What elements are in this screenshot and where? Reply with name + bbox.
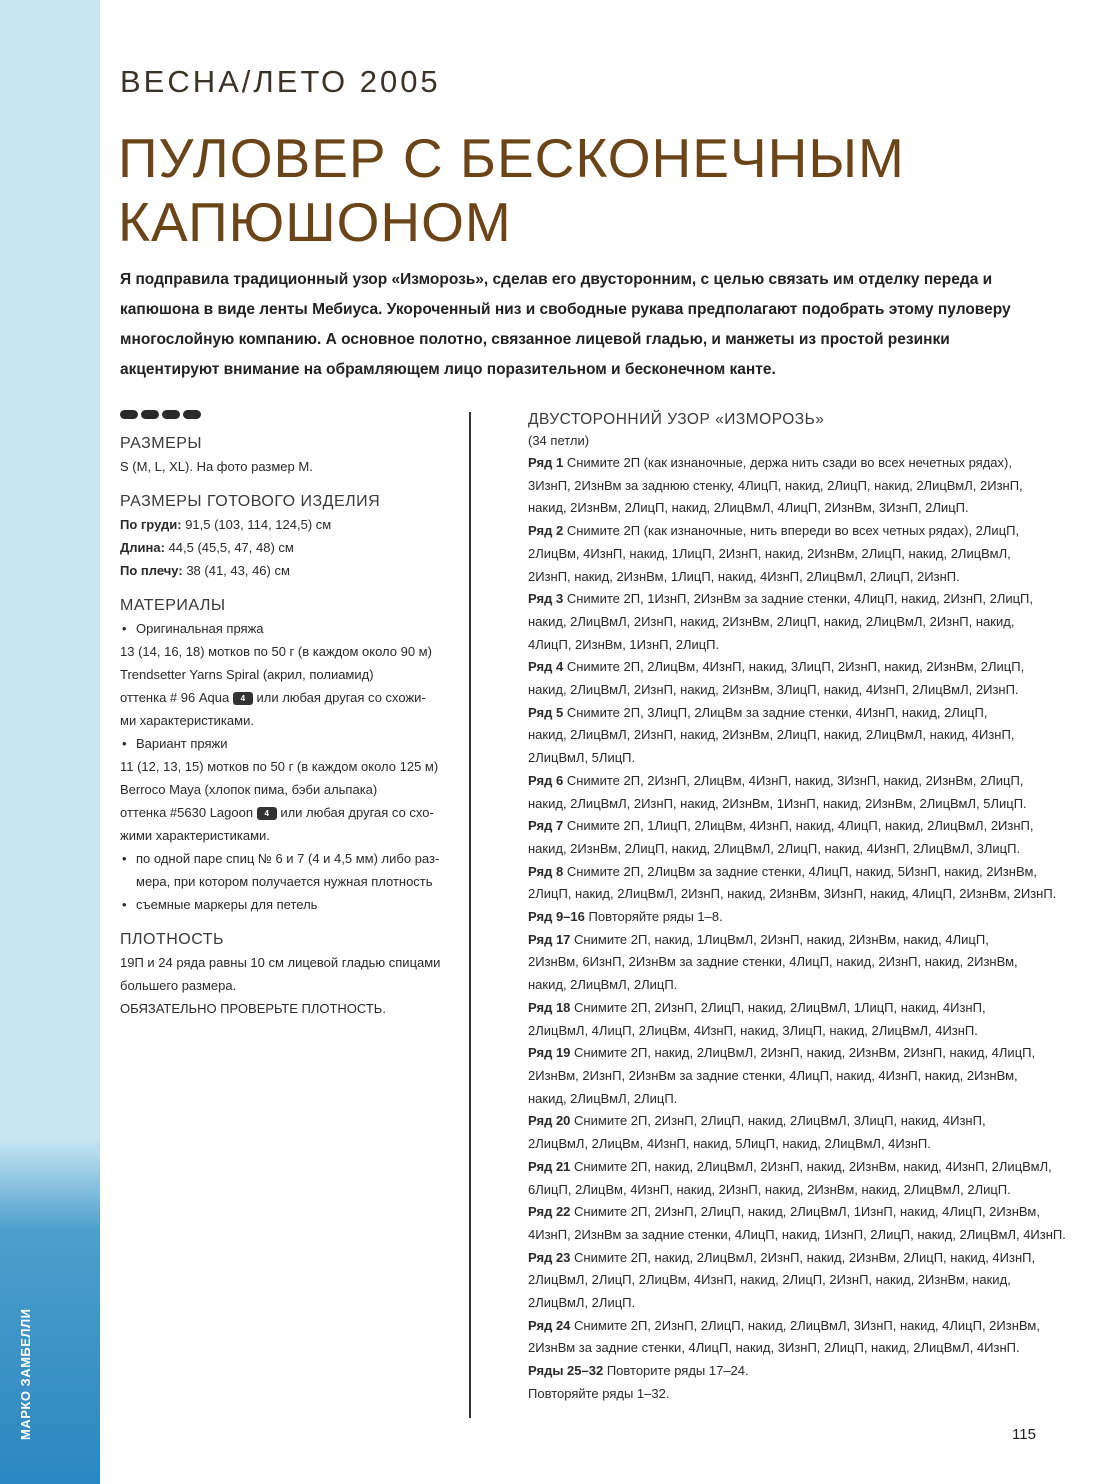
pattern-row-line [528, 1042, 1043, 1065]
row-label: Ряд 6 [528, 772, 564, 788]
row-label: Ряд 9–16 [528, 909, 585, 925]
season-label: ВЕСНА/ЛЕТО 2005 [120, 64, 441, 99]
pattern-row-line [528, 861, 1043, 884]
pattern-row-line [528, 770, 1043, 793]
row-text: 4ИзнП, 2ИзнВм за задние стенки, 4ЛицП, накид, 1ИзнП, 2ЛицП, накид, 2ЛицВмЛ, 4ИзнП. [528, 1226, 1066, 1242]
row-label: Ряд 20 [528, 1113, 571, 1129]
row-text: 2ИзнВм за задние стенки, 4ЛицП, накид, 3ИзнП, 2ЛицП, накид, 2ЛицВмЛ, 4ИзнП. [528, 1340, 1020, 1356]
row-text: накид, 2ЛицВмЛ, 2ЛицП. [528, 977, 678, 993]
gauge-line-1: 19П и 24 ряда равны 10 см лицевой гладью спицами [120, 955, 441, 970]
row-text: Снимите 2П, накид, 1ЛицВмЛ, 2ИзнП, накид, 2ИзнВм, накид, 4ЛицП, [574, 931, 989, 947]
row-text: Снимите 2П, 2ЛицВм за задние стенки, 4ЛицП, накид, 5ИзнП, накид, 2ИзнВм, [566, 863, 1038, 879]
row-text: 2ЛицВмЛ, 4ЛицП, 2ЛицВм, 4ИзнП, накид, 3ЛицП, накид, 2ЛицВмЛ, 4ИзнП. [528, 1022, 978, 1038]
yarn1-tail: ми характеристиками. [120, 713, 254, 728]
finished-heading: РАЗМЕРЫ ГОТОВОГО ИЗДЕЛИЯ [120, 493, 381, 510]
markers-item: • съемные маркеры для петель [120, 893, 455, 916]
yarn2-tail: жими характеристиками. [120, 828, 270, 843]
row-label: Ряд 7 [528, 818, 564, 834]
row-label: Ряд 3 [528, 591, 564, 607]
skill-level-indicator [120, 410, 455, 419]
pattern-row-line [528, 679, 1043, 702]
row-label: Ряд 19 [528, 1045, 571, 1061]
pattern-row-line [528, 1179, 1043, 1202]
pattern-row-line [528, 883, 1057, 906]
row-text: Снимите 2П, 1ЛицП, 2ЛицВм, 4ИзнП, накид, 4ЛицП, накид, 2ЛицВмЛ, 2ИзнП, [566, 818, 1034, 834]
row-text: накид, 2ЛицВмЛ, 2ИзнП, накид, 2ИзнВм, 3ЛицП, накид, 4ИзнП, 2ЛицВмЛ, 2ИзнП. [528, 682, 1019, 698]
pattern-column [528, 410, 1066, 1406]
pattern-row-line [528, 1360, 1043, 1383]
pattern-row-line [528, 1088, 1043, 1111]
row-label: Ряд 24 [528, 1317, 571, 1333]
row-text: Снимите 2П, 1ИзнП, 2ИзнВм за задние стенки, 4ЛицП, накид, 2ИзнП, 2ЛицП, [566, 591, 1034, 607]
pattern-row-line [528, 1337, 1043, 1360]
row-text: Снимите 2П, 2ИзнП, 2ЛицП, накид, 2ЛицВмЛ, 1ЛицП, накид, 4ИзнП, [574, 999, 986, 1015]
row-text: Снимите 2П, 2ИзнП, 2ЛицП, накид, 2ЛицВмЛ, 3ИзнП, накид, 4ЛицП, 2ИзнВм, [574, 1317, 1040, 1333]
row-text: накид, 2ИзнВм, 2ЛицП, накид, 2ЛицВмЛ, 4ЛицП, 2ИзнВм, 3ИзнП, 2ЛицП. [528, 500, 969, 516]
intro-paragraph: Я подправила традиционный узор «Изморозь», сделав его двусторонним, с целью связать им отделку переда и капюшона в виде ленты Мебиуса. Укороченный низ и свободные рукава предполагают подобрать этому пуловеру многослойную компанию. А основное полотно, связанное лицевой гладью, и манжеты из простой резинки акцентируют внимание на обрамляющем лицо поразительном и бесконечном канте. [120, 271, 1011, 378]
row-text: Снимите 2П, 2ИзнП, 2ЛицП, накид, 2ЛицВмЛ, 3ЛицП, накид, 4ИзнП, [574, 1113, 986, 1129]
row-label: Ряд 17 [528, 931, 571, 947]
row-text: 2ИзнВм, 2ИзнП, 2ИзнВм за задние стенки, 4ЛицП, накид, 4ИзнП, накид, 2ИзнВм, [528, 1067, 1018, 1083]
yarn-weight-icon: 4 [233, 692, 253, 705]
row-text: Снимите 2П, 2ИзнП, 2ЛицВм, 4ИзнП, накид, 3ИзнП, накид, 2ИзнВм, 2ЛицП, [566, 772, 1024, 788]
row-text: накид, 2ЛицВмЛ, 2ИзнП, накид, 2ИзнВм, 2ЛицП, накид, 2ЛицВмЛ, 2ИзнП, накид, [528, 613, 1015, 629]
row-label: Ряд 8 [528, 863, 564, 879]
pattern-row-line [528, 997, 1043, 1020]
row-text: Снимите 2П, 2ИзнП, 2ЛицП, накид, 2ЛицВмЛ, 1ИзнП, накид, 4ЛицП, 2ИзнВм, [574, 1204, 1040, 1220]
yarn2-brand: Berroco Maya (хлопок пима, бэби альпака) [120, 782, 378, 797]
row-text: 2ЛицВмЛ, 2ЛицП, 2ЛицВм, 4ИзнП, накид, 2ЛицП, 2ИзнП, накид, 2ИзнВм, накид, [528, 1272, 1011, 1288]
row-text: накид, 2ЛицВмЛ, 2ИзнП, накид, 2ИзнВм, 2ЛицП, накид, 2ЛицВмЛ, накид, 4ИзнП, [528, 727, 1015, 743]
pattern-rows [528, 452, 1066, 1406]
pattern-row-line [528, 793, 1043, 816]
skill-dot [120, 410, 138, 419]
yarn1-color: оттенка # 96 Aqua 4 или любая другая со схожи- [120, 690, 426, 705]
row-label: Ряд 1 [528, 455, 564, 470]
pattern-row-line [528, 1201, 1043, 1224]
row-text: 2ИзнП, накид, 2ИзнВм, 1ЛицП, накид, 4ИзнП, 2ЛицВмЛ, 2ЛицП, 2ИзнП. [528, 568, 960, 584]
row-text: Повторите ряды 17–24. [606, 1363, 749, 1379]
pattern-row-line [528, 1156, 1052, 1179]
skill-dot [141, 410, 159, 419]
pattern-stitch-count: (34 петли) [528, 433, 590, 448]
row-label: Ряд 5 [528, 704, 564, 720]
yarn1-qty: 13 (14, 16, 18) мотков по 50 г (в каждом около 90 м) [120, 644, 432, 659]
pattern-row-line [528, 634, 1043, 657]
row-label: Ряд 22 [528, 1204, 571, 1220]
row-text: Повторяйте ряды 1–8. [588, 909, 723, 925]
row-text: 2ЛицВмЛ, 2ЛицВм, 4ИзнП, накид, 5ЛицП, накид, 2ЛицВмЛ, 4ИзнП. [528, 1136, 931, 1152]
pattern-row-line [528, 1133, 1043, 1156]
skill-dot [162, 410, 180, 419]
row-text: Снимите 2П, 2ЛицВм, 4ИзнП, накид, 3ЛицП, 2ИзнП, накид, 2ИзнВм, 2ЛицП, [566, 659, 1025, 675]
pattern-row-line [528, 1224, 1066, 1247]
pattern-row-line [528, 452, 1043, 475]
sizes-heading: РАЗМЕРЫ [120, 435, 203, 452]
row-text: Снимите 2П, накид, 2ЛицВмЛ, 2ИзнП, накид, 2ИзнВм, 2ЛицП, накид, 4ИзнП, [574, 1249, 1036, 1265]
measure-shoulder: По плечу: 38 (41, 43, 46) см [120, 563, 290, 578]
pattern-row-line [528, 906, 1043, 929]
pattern-heading: ДВУСТОРОННИЙ УЗОР «ИЗМОРОЗЬ» [528, 411, 825, 428]
row-text: 2ЛицВм, 4ИзнП, накид, 1ЛицП, 2ИзнП, накид, 2ИзнВм, 2ЛицП, накид, 2ЛицВмЛ, [528, 545, 1011, 561]
specs-column [120, 410, 455, 1020]
materials-heading: МАТЕРИАЛЫ [120, 597, 226, 614]
row-label: Ряд 2 [528, 523, 564, 539]
gauge-line-2: большего размера. [120, 978, 237, 993]
pattern-row-line [528, 1110, 1043, 1133]
pattern-row-line [528, 497, 1043, 520]
row-label: Ряд 23 [528, 1249, 571, 1265]
row-label: Ряд 21 [528, 1158, 571, 1174]
row-label: Ряд 18 [528, 999, 571, 1015]
pattern-row-line [528, 1247, 1043, 1270]
pattern-row-line [528, 1315, 1043, 1338]
yarn2-color: оттенка #5630 Lagoon 4 или любая другая со схо- [120, 805, 434, 820]
row-label: Ряды 25–32 [528, 1363, 604, 1379]
row-text: 2ИзнВм, 6ИзнП, 2ИзнВм за задние стенки, 4ЛицП, накид, 2ИзнП, накид, 2ИзнВм, [528, 954, 1018, 970]
pattern-row-line [528, 1269, 1043, 1292]
pattern-row-line [528, 1383, 1043, 1406]
side-color-band [0, 0, 100, 1484]
needles-item: • по одной паре спиц № 6 и 7 (4 и 4,5 мм) либо раз- [120, 847, 455, 870]
gauge-heading: ПЛОТНОСТЬ [120, 931, 225, 948]
pattern-row-line [528, 611, 1043, 634]
row-text: Снимите 2П, накид, 2ЛицВмЛ, 2ИзнП, накид, 2ИзнВм, 2ИзнП, накид, 4ЛицП, [574, 1045, 1036, 1061]
row-text: накид, 2ЛицВмЛ, 2ЛицП. [528, 1090, 678, 1106]
pattern-row-line [528, 1292, 1043, 1315]
row-text: Повторяйте ряды 1–32. [528, 1385, 670, 1401]
gauge-check: ОБЯЗАТЕЛЬНО ПРОВЕРЬТЕ ПЛОТНОСТЬ. [120, 1001, 386, 1016]
column-divider [469, 412, 471, 1418]
yarn-weight-icon: 4 [257, 807, 277, 820]
pattern-row-line [528, 951, 1043, 974]
row-text: Снимите 2П (как изнаночные, держа нить сзади во всех нечетных рядах), [566, 455, 1012, 470]
page-title: ПУЛОВЕР С БЕСКОНЕЧНЫМ КАПЮШОНОМ [118, 127, 905, 253]
pattern-row-line [528, 838, 1043, 861]
yarn1-brand: Trendsetter Yarns Spiral (акрил, полиамид) [120, 667, 374, 682]
pattern-row-line [528, 815, 1043, 838]
pattern-row-line [528, 566, 1043, 589]
needles-item-cont: мера, при котором получается нужная плотность [136, 874, 433, 889]
pattern-row-line [528, 974, 1043, 997]
pattern-row-line [528, 929, 1043, 952]
pattern-row-line [528, 588, 1043, 611]
sizes-text: S (M, L, XL). На фото размер M. [120, 459, 313, 474]
row-text: 2ЛицВмЛ, 2ЛицП. [528, 1295, 636, 1311]
row-label: Ряд 4 [528, 659, 564, 675]
yarn2-qty: 11 (12, 13, 15) мотков по 50 г (в каждом около 125 м) [120, 759, 439, 774]
pattern-row-line [528, 1065, 1043, 1088]
row-text: 2ЛицП, накид, 2ЛицВмЛ, 2ИзнП, накид, 2ИзнВм, 3ИзнП, накид, 4ЛицП, 2ИзнВм, 2ИзнП. [528, 886, 1057, 902]
yarn2-bullet: • Вариант пряжи [120, 732, 455, 755]
pattern-row-line [528, 520, 1043, 543]
row-text: Снимите 2П, накид, 2ЛицВмЛ, 2ИзнП, накид, 2ИзнВм, накид, 4ИзнП, 2ЛицВмЛ, [574, 1158, 1052, 1174]
row-text: 3ИзнП, 2ИзнВм за заднюю стенку, 4ЛицП, накид, 2ЛицП, накид, 2ЛицВмЛ, 2ИзнП, [528, 477, 1023, 493]
row-text: 2ЛицВмЛ, 5ЛицП. [528, 750, 636, 766]
row-text: Снимите 2П, 3ЛицП, 2ЛицВм за задние стенки, 4ИзнП, накид, 2ЛицП, [566, 704, 988, 720]
pattern-row-line [528, 747, 1043, 770]
page-number: 115 [1012, 1426, 1036, 1443]
yarn1-bullet: • Оригинальная пряжа [120, 617, 455, 640]
pattern-row-line [528, 702, 1043, 725]
skill-dot [183, 410, 201, 419]
measure-chest: По груди: 91,5 (103, 114, 124,5) см [120, 517, 332, 532]
pattern-row-line [528, 543, 1043, 566]
pattern-row-line [528, 656, 1043, 679]
row-text: накид, 2ИзнВм, 2ЛицП, накид, 2ЛицВмЛ, 2ЛицП, накид, 4ИзнП, 2ЛицВмЛ, 3ЛицП. [528, 840, 1021, 856]
row-text: 4ЛицП, 2ИзнВм, 1ИзнП, 2ЛицП. [528, 636, 720, 652]
row-text: Снимите 2П (как изнаночные, нить впереди во всех четных рядах), 2ЛицП, [566, 523, 1020, 539]
pattern-row-line [528, 475, 1043, 498]
photo-credit: МАРКО ЗАМБЕЛЛИ [18, 1308, 33, 1440]
row-text: 6ЛицП, 2ЛицВм, 4ИзнП, накид, 2ИзнП, накид, 2ИзнВм, накид, 2ЛицВмЛ, 2ЛицП. [528, 1181, 1011, 1197]
row-text: накид, 2ЛицВмЛ, 2ИзнП, накид, 2ИзнВм, 1ИзнП, накид, 2ИзнВм, 2ЛицВмЛ, 5ЛицП. [528, 795, 1027, 811]
pattern-row-line [528, 724, 1043, 747]
pattern-row-line [528, 1020, 1043, 1043]
measure-length: Длина: 44,5 (45,5, 47, 48) см [120, 540, 294, 555]
